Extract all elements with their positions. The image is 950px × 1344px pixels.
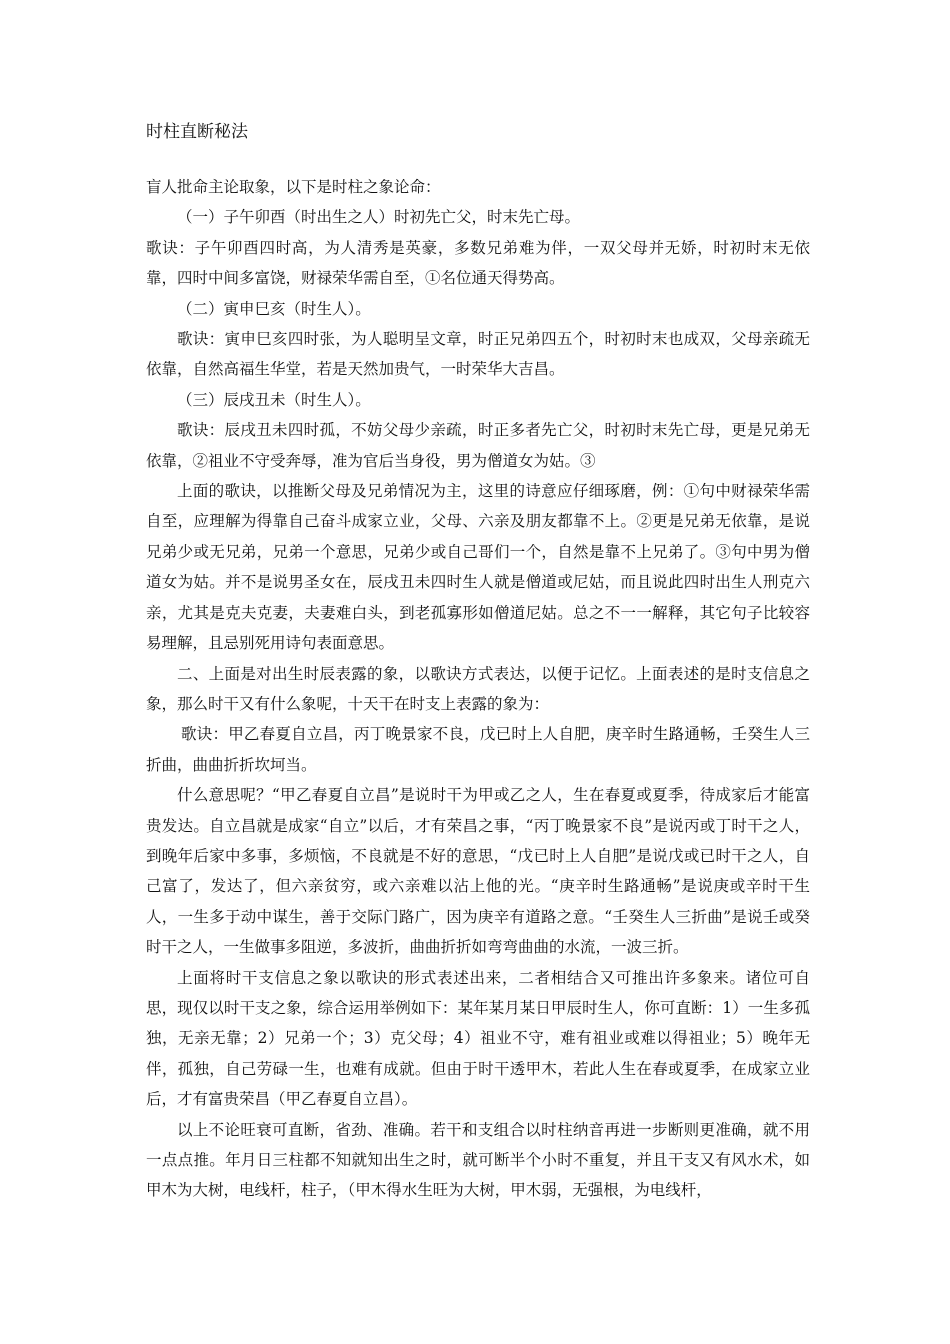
paragraph: 以上不论旺衰可直断，省劲、准确。若干和支组合以时柱纳音再进一步断则更准确，就不用一点点推。年月日三柱都不知就知出生之时，就可断半个小时不重复，并且干支又有风水术，如甲木为大树，电线杆，柱子，（甲木得水生旺为大树，甲木弱，无强根，为电线杆，: [146, 1120, 810, 1200]
document-title: 时柱直断秘法: [146, 122, 248, 142]
paragraph: （一）子午卯酉（时出生之人）时初先亡父，时末先亡母。: [177, 208, 581, 227]
paragraph: （二）寅申巳亥（时生人）。: [177, 299, 371, 318]
paragraph: 上面将时干支信息之象以歌诀的形式表述出来，二者相结合又可推出许多象来。诸位可自思，现仅以时干支之象，综合运用举例如下：某年某月某日甲辰时生人，你可直断：1）一生多孤独，无亲无靠；2）兄弟一个；3）克父母；4）祖业不守，难有祖业或难以得祖业；5）晚年无伴，孤独，自己劳碌一生，也难有成就。但由于时干透甲木，若此人生在春或夏季，在成家立业后，才有富贵荣昌（甲乙春夏自立昌）。: [146, 968, 810, 1109]
paragraph: 什么意思呢？“甲乙春夏自立昌”是说时干为甲或乙之人，生在春夏或夏季，待成家后才能富贵发达。自立昌就是成家“自立”以后，才有荣昌之事，“丙丁晚景家不良”是说丙或丁时干之人，到晚年后家中多事，多烦恼，不良就是不好的意思，“戊已时上人自肥”是说戊或已时干之人，自己富了，发达了，但六亲贫穷，或六亲难以沾上他的光。“庚辛时生路通畅”是说庚或辛时干生人，一生多于动中谋生，善于交际门路广，因为庚辛有道路之意。“壬癸生人三折曲”是说壬或癸时干之人，一生做事多阻逆，多波折，曲曲折折如弯弯曲曲的水流，一波三折。: [146, 786, 810, 957]
paragraph: （三）辰戌丑未（时生人）。: [177, 390, 371, 409]
paragraph: 歌诀：辰戌丑未四时孤，不妨父母少亲疏，时正多者先亡父，时初时末先亡母，更是兄弟无依靠，②祖业不守受奔辱，准为官后当身役，男为僧道女为姑。③: [146, 421, 810, 470]
paragraph: 上面的歌诀，以推断父母及兄弟情况为主，这里的诗意应仔细琢磨，例：①句中财禄荣华需自至，应理解为得靠自己奋斗成家立业，父母、六亲及朋友都靠不上。②更是兄弟无依靠，是说兄弟少或无兄弟，兄弟一个意思，兄弟少或自己哥们一个，自然是靠不上兄弟了。③句中男为僧道女为姑。并不是说男圣女在，辰戌丑未四时生人就是僧道或尼姑，而且说此四时出生人刑克六亲，尤其是克夫克妻，夫妻难白头，到老孤寡形如僧道尼姑。总之不一一解释，其它句子比较容易理解，且忌别死用诗句表面意思。: [146, 482, 810, 653]
document-body: [146, 172, 810, 1206]
paragraph: 歌诀：子午卯酉四时高，为人清秀是英豪，多数兄弟难为伴，一双父母并无娇，时初时末无依靠，四时中间多富饶，财禄荣华需自至，①名位通天得势高。: [146, 238, 810, 288]
paragraph: 盲人批命主论取象，以下是时柱之象论命：: [146, 178, 441, 196]
paragraph: 歌诀：甲乙春夏自立昌，丙丁晚景家不良，戊已时上人自肥，庚辛时生路通畅，壬癸生人三折曲，曲曲折折坎坷当。: [146, 725, 810, 774]
paragraph: 歌诀：寅申巳亥四时张，为人聪明呈文章，时正兄弟四五个，时初时末也成双，父母亲疏无依靠，自然高福生华堂，若是天然加贵气，一时荣华大吉昌。: [146, 330, 810, 379]
paragraph: 二、上面是对出生时辰表露的象，以歌诀方式表达，以便于记忆。上面表述的是时支信息之象，那么时干又有什么象呢，十天干在时支上表露的象为：: [146, 664, 810, 713]
